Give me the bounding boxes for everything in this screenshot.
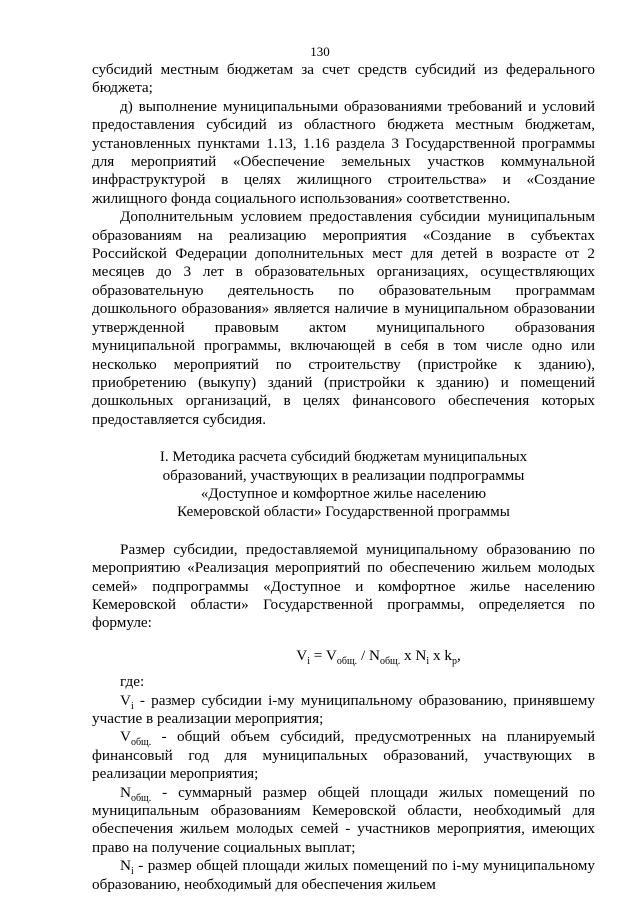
page-number: 130 (310, 44, 330, 59)
definition-v-total: $V_{общ.}$ - общий объем субсидий, предусмотренных на планируемый финансовый год для муниципальных образований, участвующих в реализации мероприятия; (92, 728, 595, 783)
definition-n-total: $N_{общ.}$ - суммарный размер общей площади жилых помещений по муниципальным образованиям Кемеровской области, необходимый для обеспечения жильем молодых семей - участников мероприятия, имеющих право на получение социальных выплат; (92, 783, 595, 856)
paragraph-additional-condition: Дополнительным условием предоставления субсидии муниципальным образованиям на реализацию мероприятия «Создание в субъектах Российской Федерации дополнительных мест для детей в возрасте от 2 месяцев до 3 лет в образовательных организациях, осуществляющих образовательную деятельность по образовательным программам дошкольного образования» является наличие в муниципальном образовании утвержденной правовым актом муниципального образования муниципальной программы, включающей в себя в том числе одно или несколько мероприятий по строительству (пристройке к зданию), приобретению (выкупу) зданий (пристройки к зданию) и помещений дошкольных организаций, в целях финансового обеспечения которых предоставляется субсидия. (92, 208, 595, 428)
paragraph-continuation: субсидий местным бюджетам за счет средств субсидий из федерального бюджета; (92, 61, 595, 97)
heading-line: I. Методика расчета субсидий бюджетам муниципальных (159, 449, 528, 466)
heading-line: «Доступное и комфортное жилье населению (200, 485, 487, 502)
paragraph-condition-d: д) выполнение муниципальными образованиями требований и условий предоставления субсидий из областного бюджета местным бюджетам, установленных пунктами 1.13, 1.16 раздела 3 Государственной программы для мероприятий «Обеспечение земельных участков коммунальной инфраструктурой в целях жилищного строительства» и «Создание жилищного фонда социального использования» соответственно. (92, 97, 595, 207)
where-label: где: (120, 673, 145, 691)
definition-vi: $V_i$ - размер субсидии i-му муниципальному образованию, принявшему участие в реализации мероприятия; (92, 691, 595, 727)
heading-line: Кемеровской области» Государственной программы (177, 504, 510, 521)
heading-line: образований, участвующих в реализации подпрограммы (162, 467, 525, 484)
paragraph-intro: Размер субсидии, предоставляемой муниципальному образованию по мероприятию «Реализация мероприятий по обеспечению жильем молодых семей» подпрограммы «Доступное и комфортное жилье населению Кемеровской области» Государственной программы, определяется по формуле: (92, 540, 595, 632)
formula: $V_i = V_{общ.} / N_{общ.}$ x $N_i$ x $k_p$, (296, 646, 461, 667)
section-heading (92, 448, 595, 522)
document-body (92, 61, 595, 894)
definition-ni: $N_i$ - размер общей площади жилых помещений по i-му муниципальному образованию, необходимый для обеспечения жильем (92, 857, 595, 893)
